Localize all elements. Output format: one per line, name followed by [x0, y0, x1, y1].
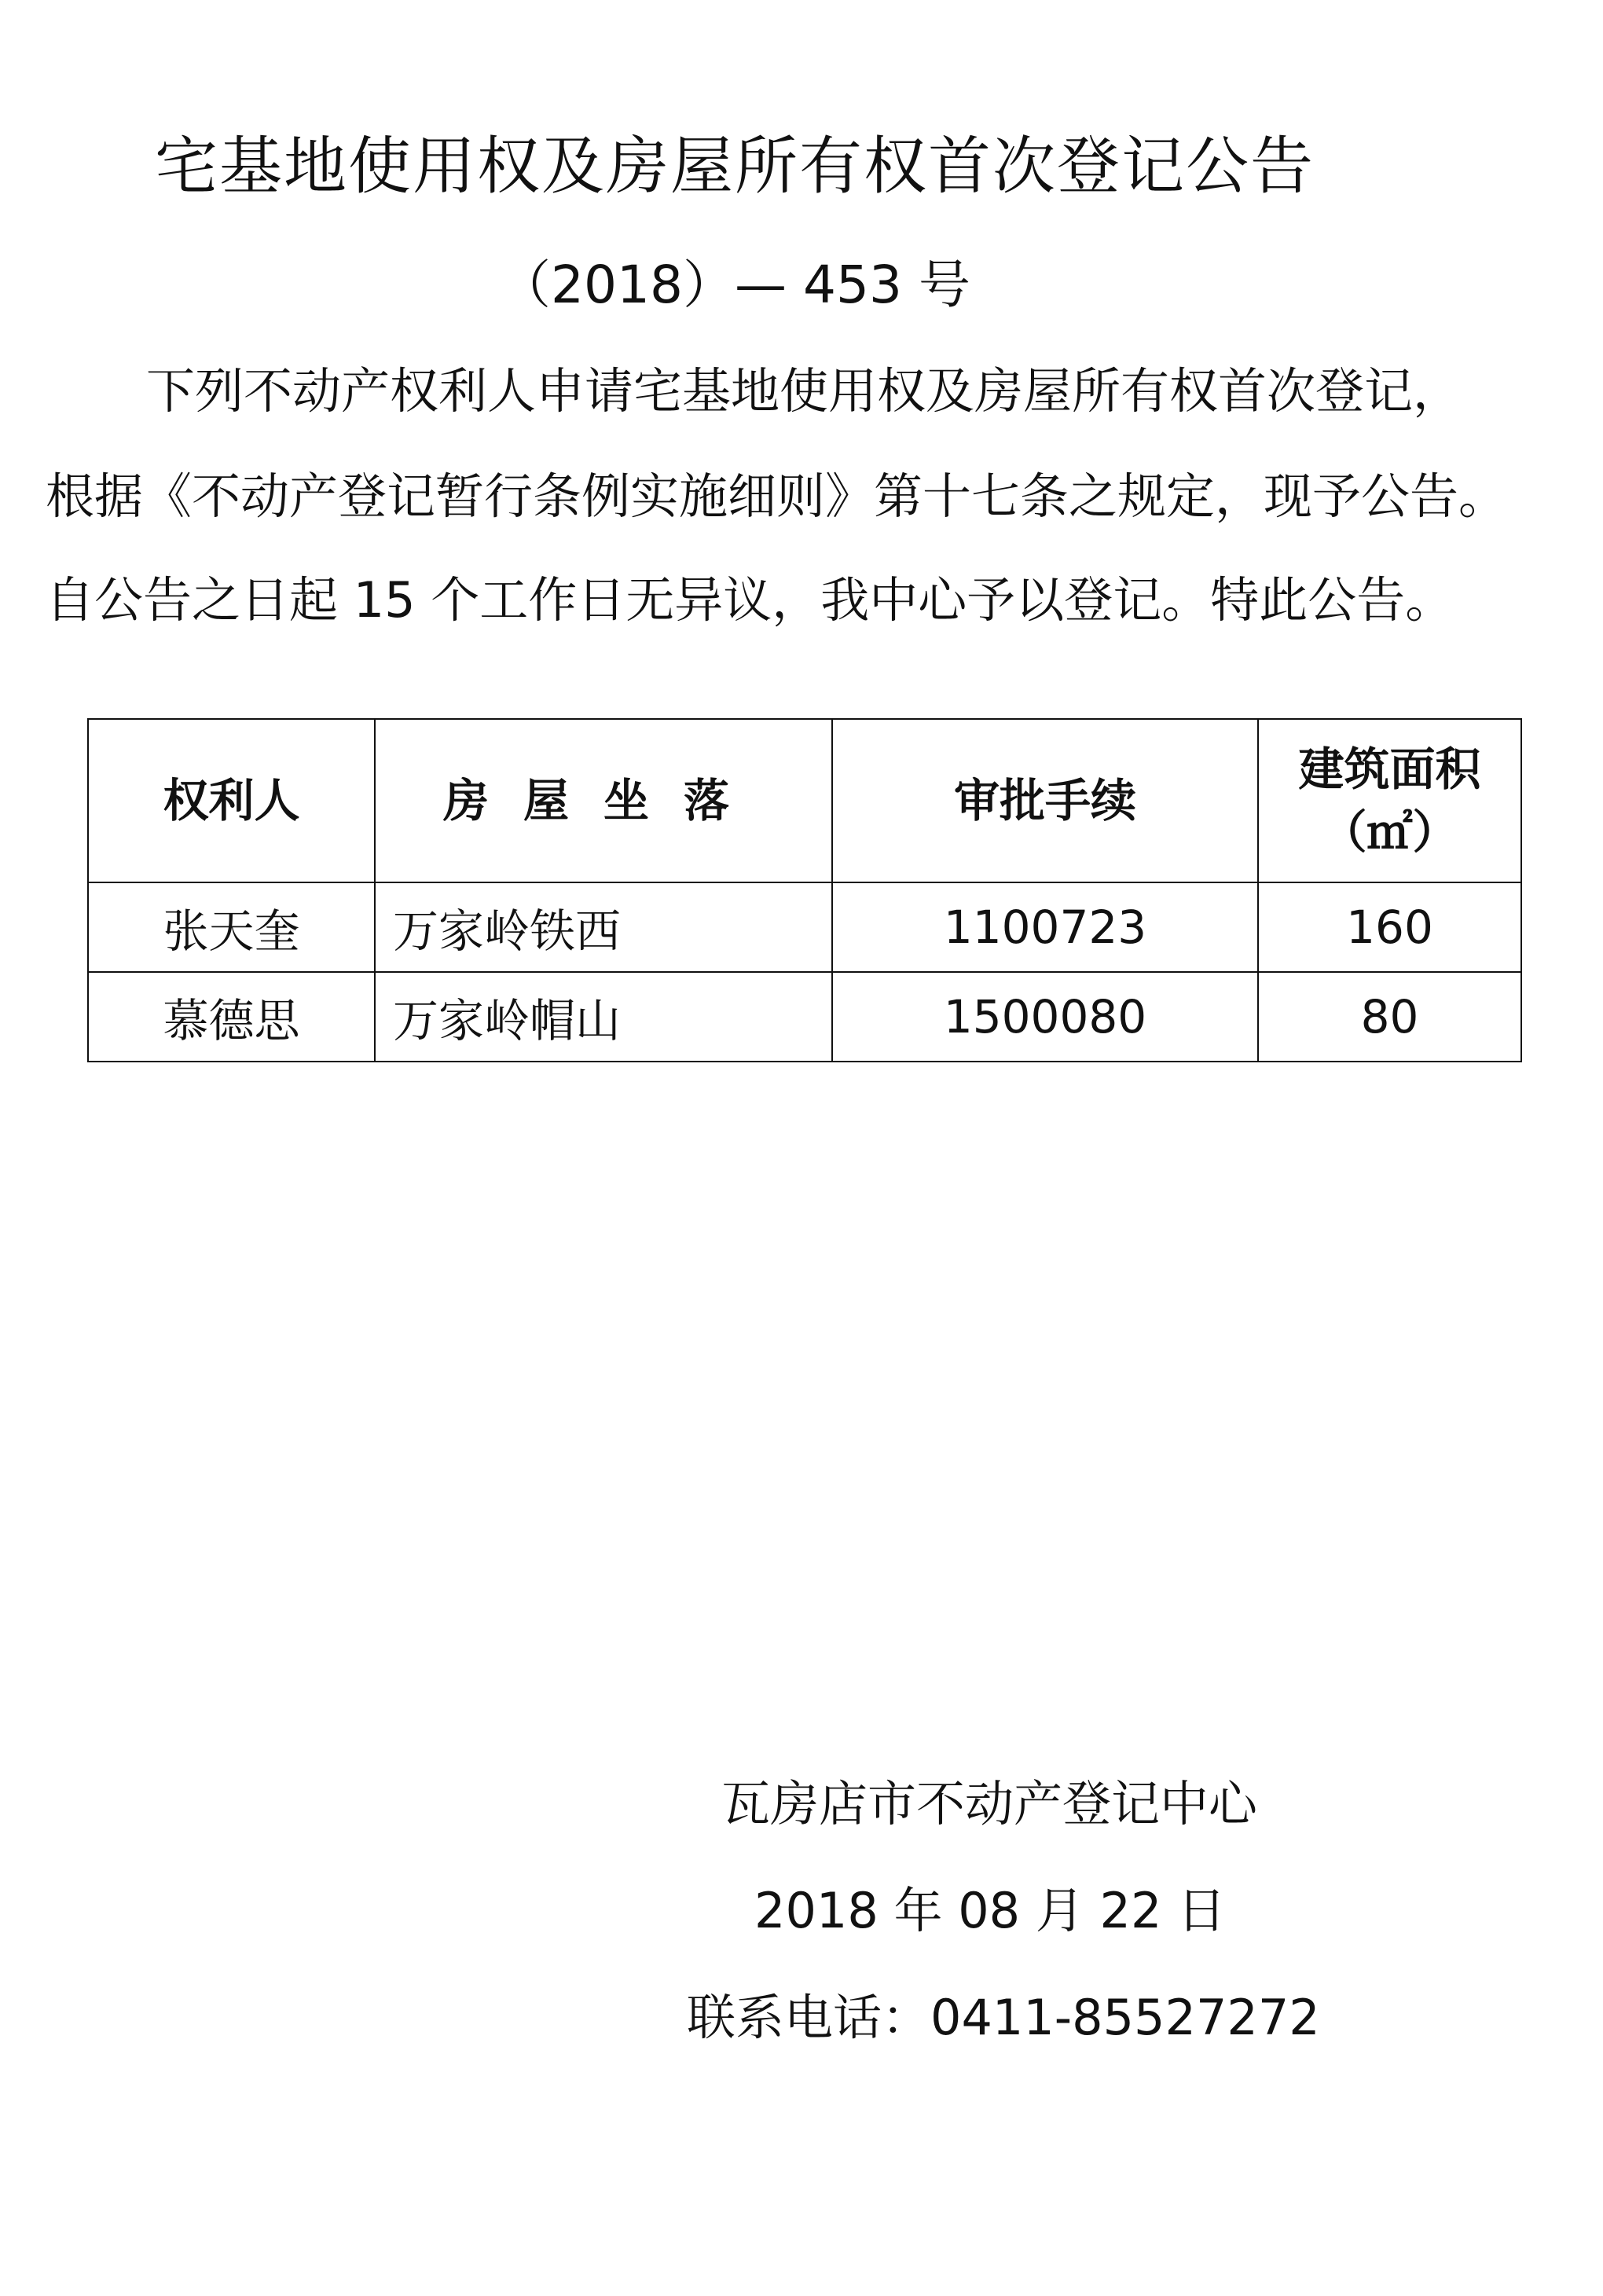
notice-title: 宅基地使用权及房屋所有权首次登记公告 — [155, 130, 1315, 203]
cell-area: 160 — [1258, 882, 1521, 972]
header-area-unit: （㎡） — [1321, 805, 1458, 859]
table-row — [88, 882, 1521, 972]
notice-paragraph-line-1: 下列不动产权利人申请宅基地使用权及房屋所有权首次登记， — [146, 362, 1462, 420]
header-holder: 权利人 — [88, 719, 375, 882]
table-header-row — [88, 719, 1521, 882]
cell-holder: 慕德思 — [88, 972, 375, 1062]
notice-paragraph-line-3: 自公告之日起 15 个工作日无异议，我中心予以登记。特此公告。 — [46, 571, 1454, 629]
header-area — [1258, 719, 1521, 882]
header-location: 房屋坐落 — [375, 719, 832, 882]
cell-location: 万家岭帽山 — [375, 972, 832, 1062]
header-approval: 审批手续 — [832, 719, 1258, 882]
contact-phone: 联系电话：0411-85527272 — [687, 1989, 1320, 2046]
issue-date: 2018 年 08 月 22 日 — [754, 1882, 1227, 1939]
cell-area: 80 — [1258, 972, 1521, 1062]
registration-table — [87, 718, 1522, 1062]
notice-number: （2018）— 453 号 — [499, 255, 970, 315]
cell-holder: 张天奎 — [88, 882, 375, 972]
cell-location: 万家岭铁西 — [375, 882, 832, 972]
issuer-name: 瓦房店市不动产登记中心 — [721, 1775, 1258, 1832]
table-row — [88, 972, 1521, 1062]
cell-approval: 1500080 — [832, 972, 1258, 1062]
header-area-title: 建筑面积 — [1298, 743, 1481, 796]
notice-paragraph-line-2: 根据《不动产登记暂行条例实施细则》第十七条之规定，现予公告。 — [46, 468, 1508, 525]
cell-approval: 1100723 — [832, 882, 1258, 972]
